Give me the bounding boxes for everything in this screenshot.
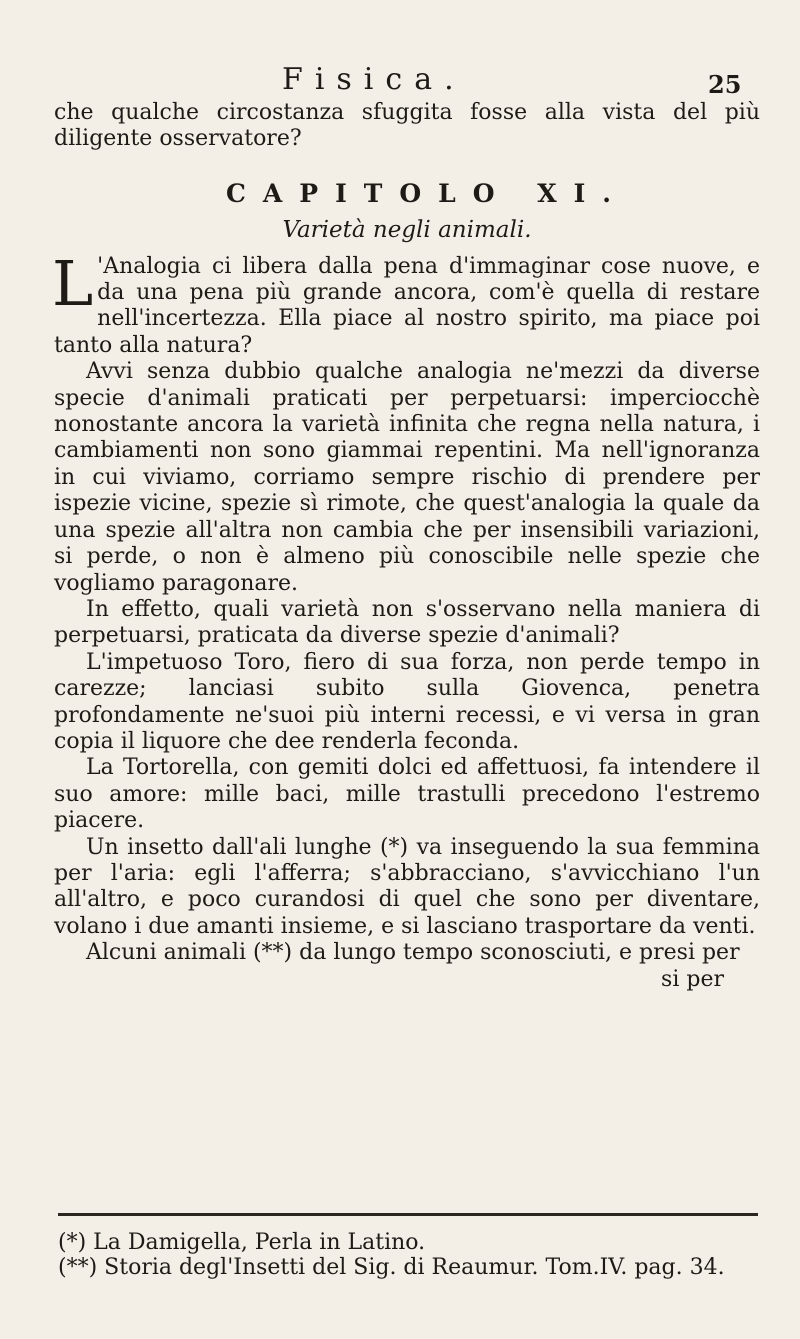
paragraph-1-text: 'Analogia ci libera dalla pena d'immaginar cose nuove, e da una pena più grande ancora, com'è quella di restare nell'incertezza. Ella piace al nostro spirito, ma piace poi tanto alla natura? [54,253,760,358]
drop-capital: L [52,246,94,320]
paragraph-1 [52,246,760,360]
footnote-rule [58,1213,758,1216]
paragraph-3: In effetto, quali varietà non s'osservano nella maniera di perpetuarsi, praticata da diverse spezie d'animali? [54,596,760,649]
paragraph-7: Alcuni animali (**) da lungo tempo sconosciuti, e presi per [86,940,740,966]
running-title: Fisica. [282,62,466,97]
page-header [0,62,800,102]
body-text [54,100,760,993]
footnote-1: (*) La Damigella, Perla in Latino. [58,1230,426,1255]
paragraph-2: Avvi senza dubbio qualche analogia ne'mezzi da diverse specie d'animali praticati per perpetuarsi: imperciocchè nonostante ancora la varietà infinita che regna nella natura, i cambiamenti non sono giammai repentini. Ma nell'ignoranza in cui viviamo, corriamo sempre rischio di prendere per ispezie vicine, spezie sì rimote, che quest'analogia la quale da una spezie all'altra non cambia che per insensibili variazioni, si perde, o non è almeno più conoscibile nelle spezie che vogliamo paragonare. [54,359,760,596]
paragraph-6: Un insetto dall'ali lunghe (*) va inseguendo la sua femmina per l'aria: egli l'afferra; s'abbracciano, s'avvicchiano l'un all'altro, e poco curandosi di quel che sono per diventare, volano i due amanti insieme, e si lasciano trasportare da venti. [54,834,760,939]
page-number: 25 [708,70,742,99]
paragraph-4: L'impetuoso Toro, fiero di sua forza, non perde tempo in carezze; lanciasi subito sulla Giovenca, penetra profondamente ne'suoi più interni recessi, e vi versa in gran copia il liquore che dee renderla feconda. [54,649,760,754]
chapter-subtitle: Varietà negli animali. [282,217,532,244]
footnote-2: (**) Storia degl'Insetti del Sig. di Reaumur. Tom.IV. pag. 34. [58,1255,725,1280]
chapter-heading: CAPITOLO XI. [225,178,629,208]
paragraph-5: La Tortorella, con gemiti dolci ed affettuosi, fa intendere il suo amore: mille baci, mille trastulli precedono l'estremo piacere. [54,755,760,834]
catchword: si per [661,966,724,992]
continued-paragraph: che qualche circostanza sfuggita fosse alla vista del più diligente osservatore? [54,100,760,152]
footnotes [58,1230,758,1280]
